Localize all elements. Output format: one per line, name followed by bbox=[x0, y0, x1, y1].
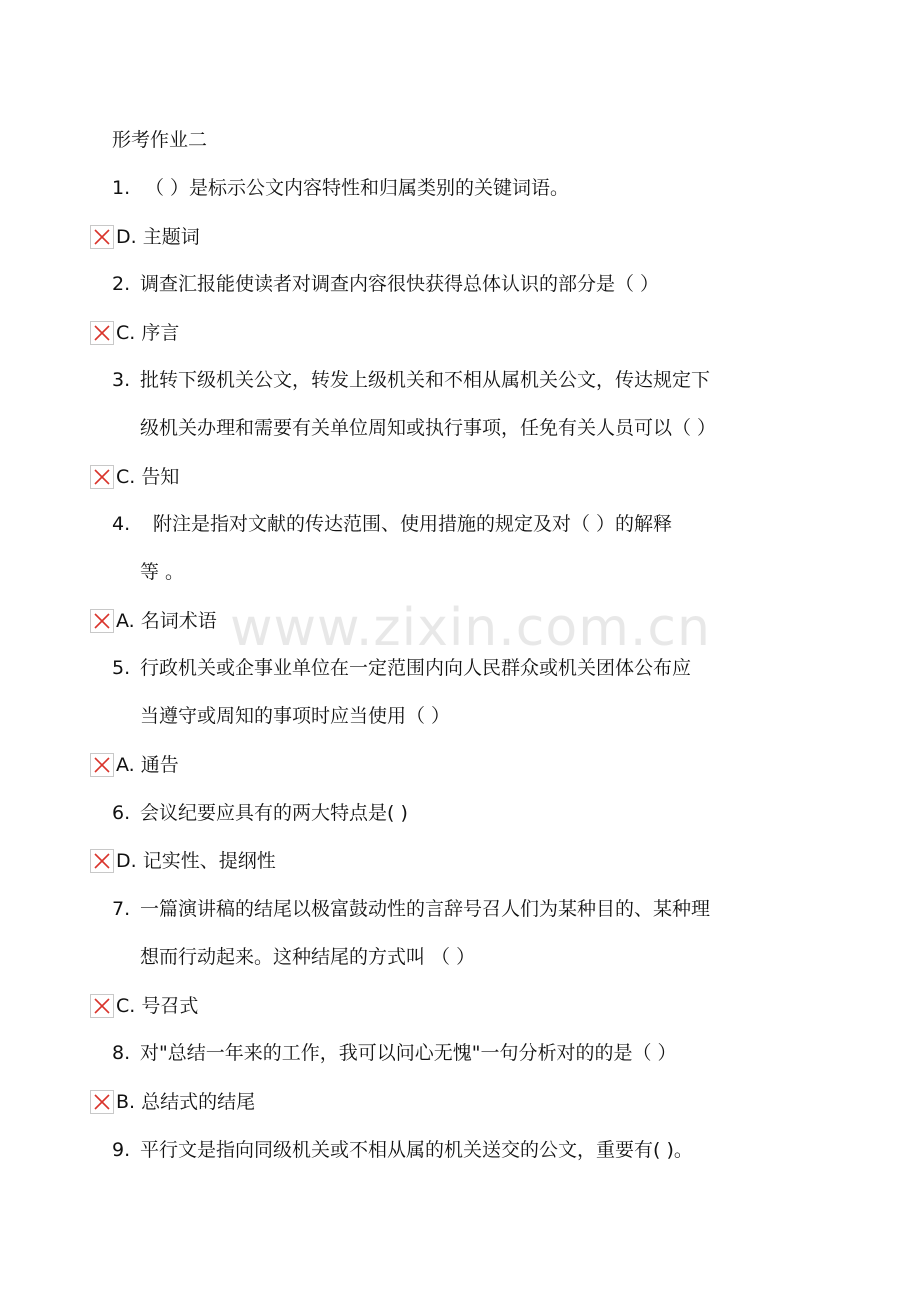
question-4-number: 4. bbox=[112, 513, 131, 535]
question-8-answer bbox=[90, 1086, 255, 1118]
wrong-x-icon bbox=[90, 994, 114, 1018]
question-7-text-line-1: 一篇演讲稿的结尾以极富鼓动性的言辞号召人们为某种目的、某种理 bbox=[140, 898, 711, 920]
question-2-text: 调查汇报能使读者对调查内容很快获得总体认识的部分是（ ） bbox=[140, 273, 660, 295]
question-1-text: （ ）是标示公文内容特性和归属类别的关键词语。 bbox=[145, 177, 570, 199]
wrong-x-icon bbox=[90, 465, 114, 489]
question-1-number: 1. bbox=[112, 177, 131, 199]
answer-text: D. 记实性、提纲性 bbox=[116, 850, 276, 872]
answer-text: D. 主题词 bbox=[116, 226, 200, 248]
wrong-x-icon bbox=[90, 849, 114, 873]
watermark: www.zixin.com.cn bbox=[230, 598, 711, 658]
wrong-x-icon bbox=[90, 225, 114, 249]
question-6-number: 6. bbox=[112, 802, 131, 824]
question-3-text-line-2: 级机关办理和需要有关单位周知或执行事项，任免有关人员可以（ ） bbox=[140, 417, 717, 439]
answer-text: A. 名词术语 bbox=[116, 610, 217, 632]
question-3-number: 3. bbox=[112, 369, 131, 391]
question-5-text-line-1: 行政机关或企事业单位在一定范围内向人民群众或机关团体公布应 bbox=[140, 657, 692, 679]
wrong-x-icon bbox=[90, 753, 114, 777]
answer-text: A. 通告 bbox=[116, 754, 179, 776]
question-4-text-line-1: 附注是指对文献的传达范围、使用措施的规定及对（ ）的解释 bbox=[153, 513, 673, 535]
question-5-number: 5. bbox=[112, 657, 131, 679]
question-4-text-line-2: 等 。 bbox=[140, 561, 185, 583]
question-9-text: 平行文是指向同级机关或不相从属的机关送交的公文，重要有( )。 bbox=[140, 1139, 693, 1161]
question-2-answer bbox=[90, 317, 179, 349]
wrong-x-icon bbox=[90, 609, 114, 633]
question-6-text: 会议纪要应具有的两大特点是( ) bbox=[140, 802, 408, 824]
question-4-answer bbox=[90, 605, 217, 637]
answer-text: C. 号召式 bbox=[116, 995, 199, 1017]
wrong-x-icon bbox=[90, 321, 114, 345]
question-8-text: 对"总结一年来的工作，我可以问心无愧"一句分析对的的是（ ） bbox=[140, 1042, 677, 1064]
question-9-number: 9. bbox=[112, 1139, 131, 1161]
question-8-number: 8. bbox=[112, 1042, 131, 1064]
question-5-answer bbox=[90, 749, 179, 781]
question-3-text-line-1: 批转下级机关公文，转发上级机关和不相从属机关公文，传达规定下 bbox=[140, 369, 711, 391]
answer-text: C. 序言 bbox=[116, 322, 180, 344]
answer-text: C. 告知 bbox=[116, 466, 180, 488]
question-6-answer bbox=[90, 845, 276, 877]
question-3-answer bbox=[90, 461, 179, 493]
question-5-text-line-2: 当遵守或周知的事项时应当使用（ ） bbox=[140, 705, 451, 727]
page-title: 形考作业二 bbox=[112, 129, 208, 151]
question-7-number: 7. bbox=[112, 898, 131, 920]
question-1-answer bbox=[90, 221, 200, 253]
answer-text: B. 总结式的结尾 bbox=[116, 1091, 256, 1113]
question-2-number: 2. bbox=[112, 273, 131, 295]
question-7-text-line-2: 想而行动起来。这种结尾的方式叫 （ ） bbox=[140, 946, 476, 968]
wrong-x-icon bbox=[90, 1090, 114, 1114]
question-7-answer bbox=[90, 990, 198, 1022]
